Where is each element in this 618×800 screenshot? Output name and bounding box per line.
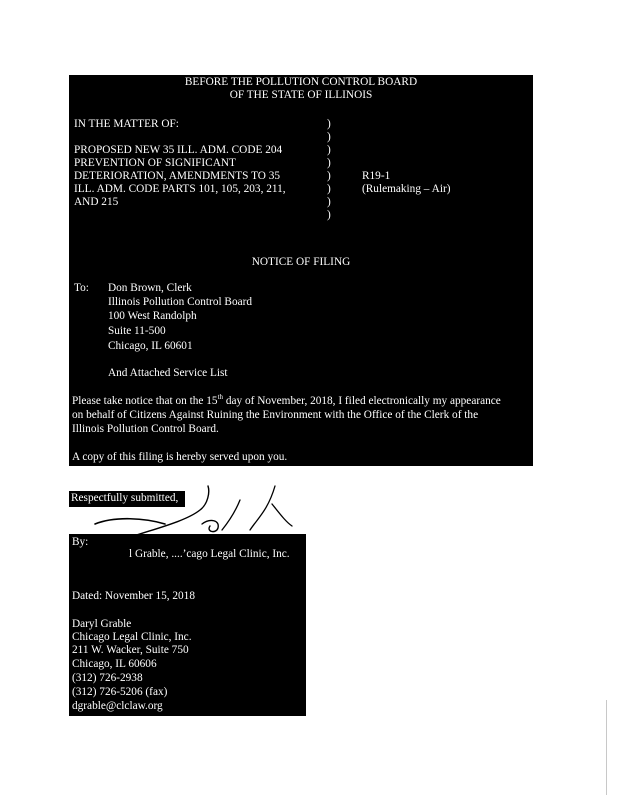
caption-paren: ) bbox=[327, 144, 331, 156]
caption-paren: ) bbox=[327, 183, 331, 195]
matter-line: PREVENTION OF SIGNIFICANT bbox=[74, 157, 236, 169]
caption-paren: ) bbox=[327, 196, 331, 208]
contact-line: (312) 726-2938 bbox=[72, 672, 143, 684]
addressee-line: 100 West Randolph bbox=[108, 310, 197, 322]
signature-contact-block bbox=[69, 534, 306, 716]
by-name: l Grable, ....’cago Legal Clinic, Inc. bbox=[129, 548, 290, 560]
service-paragraph: A copy of this filing is hereby served upon you. bbox=[72, 451, 288, 463]
contact-line: (312) 726-5206 (fax) bbox=[72, 686, 168, 698]
caption-paren: ) bbox=[327, 131, 331, 143]
service-list-note: And Attached Service List bbox=[108, 367, 228, 379]
docket-type: (Rulemaking – Air) bbox=[362, 183, 451, 195]
matter-label: IN THE MATTER OF: bbox=[74, 118, 179, 130]
notice-paragraph-line1: Please take notice that on the 15th day of November, 2018, I filed electronically my appearance bbox=[72, 393, 501, 407]
docket-number: R19-1 bbox=[362, 170, 391, 182]
caption-paren: ) bbox=[327, 157, 331, 169]
to-label: To: bbox=[74, 282, 89, 294]
dated-line: Dated: November 15, 2018 bbox=[72, 590, 195, 602]
contact-email: dgrable@clclaw.org bbox=[72, 700, 163, 712]
matter-line: AND 215 bbox=[74, 196, 119, 208]
caption-paren: ) bbox=[327, 170, 331, 182]
addressee-line: Suite 11-500 bbox=[108, 325, 166, 337]
contact-line: Chicago, IL 60606 bbox=[72, 658, 157, 670]
respectfully-submitted: Respectfully submitted, bbox=[71, 492, 179, 504]
matter-line: ILL. ADM. CODE PARTS 101, 105, 203, 211, bbox=[74, 183, 286, 195]
matter-line: DETERIORATION, AMENDMENTS TO 35 bbox=[74, 170, 281, 182]
contact-line: 211 W. Wacker, Suite 750 bbox=[72, 644, 189, 656]
board-heading-line2: OF THE STATE OF ILLINOIS bbox=[229, 89, 373, 101]
matter-line: PROPOSED NEW 35 ILL. ADM. CODE 204 bbox=[74, 144, 283, 156]
caption-paren: ) bbox=[327, 118, 331, 130]
by-label: By: bbox=[72, 536, 89, 548]
notice-paragraph-line2: on behalf of Citizens Against Ruining the Environment with the Office of the Clerk of the bbox=[72, 409, 479, 421]
notice-body-block bbox=[69, 75, 533, 466]
notice-title: NOTICE OF FILING bbox=[251, 256, 351, 268]
contact-line: Daryl Grable bbox=[72, 618, 132, 630]
board-heading-line1: BEFORE THE POLLUTION CONTROL BOARD bbox=[184, 76, 418, 88]
notice-paragraph-line3: Illinois Pollution Control Board. bbox=[72, 423, 219, 435]
scan-edge-line bbox=[606, 700, 607, 795]
addressee-line: Don Brown, Clerk bbox=[108, 282, 192, 294]
addressee-line: Illinois Pollution Control Board bbox=[108, 296, 253, 308]
contact-line: Chicago Legal Clinic, Inc. bbox=[72, 631, 192, 643]
caption-paren: ) bbox=[327, 209, 331, 221]
addressee-line: Chicago, IL 60601 bbox=[108, 340, 193, 352]
